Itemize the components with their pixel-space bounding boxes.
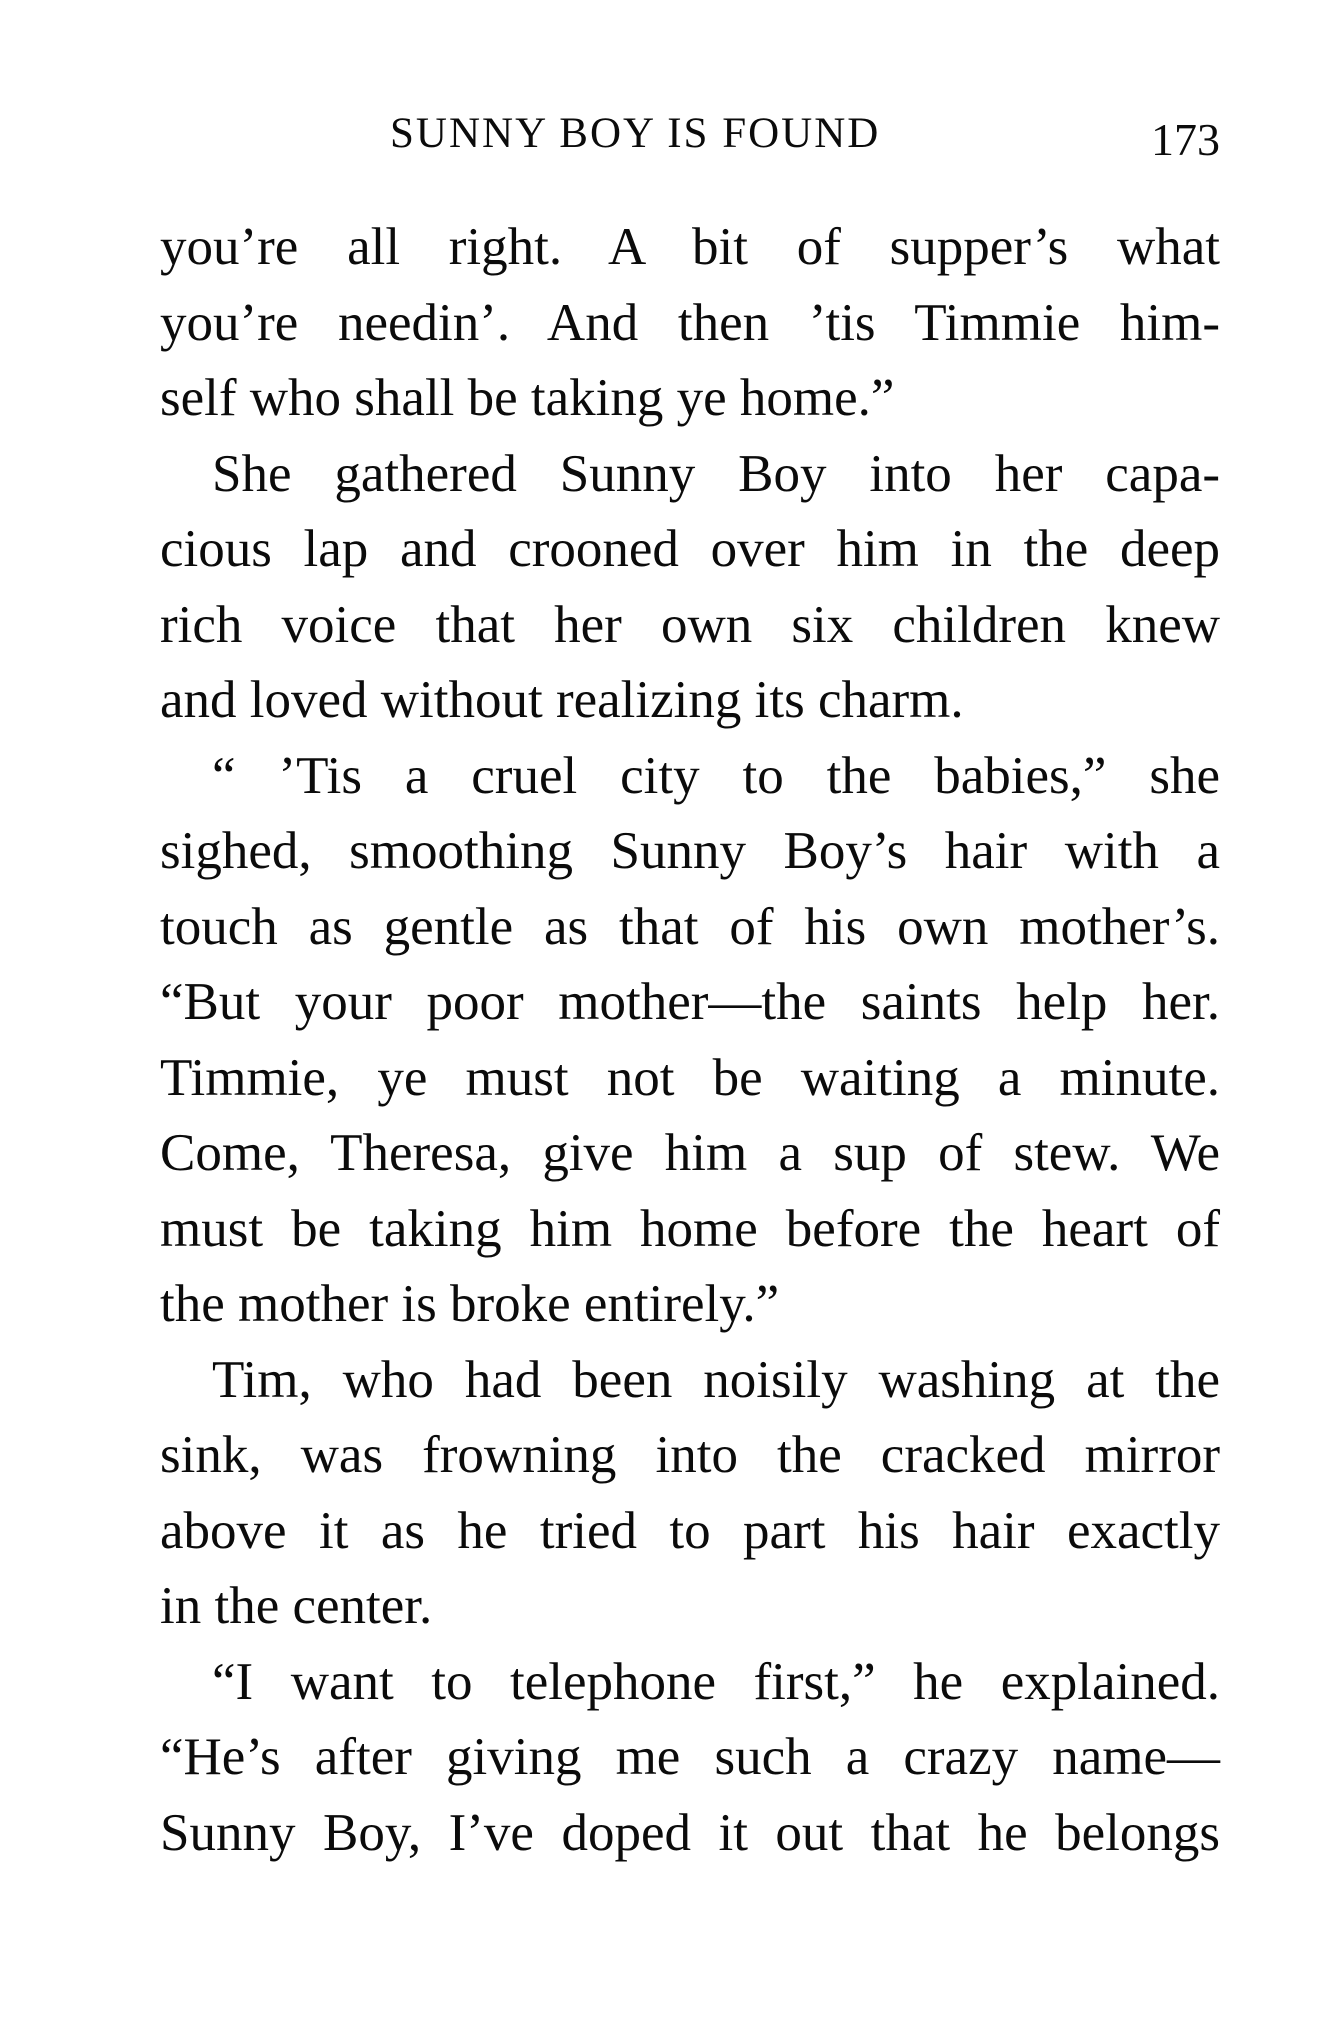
text-line: Timmie, ye must not be waiting a minute. xyxy=(160,1048,1220,1107)
text-line: the mother is broke entirely.” xyxy=(160,1275,780,1333)
text-line: self who shall be taking ye home.” xyxy=(160,369,895,427)
text-line: rich voice that her own six children knew xyxy=(160,595,1220,654)
text-line: cious lap and crooned over him in the deep xyxy=(160,520,1220,578)
text-line: “ ’Tis a cruel city to the babies,” she xyxy=(212,746,1220,805)
text-line: sink, was frowning into the cracked mirror xyxy=(160,1426,1220,1484)
text-line: She gathered Sunny Boy into her capa- xyxy=(212,444,1220,503)
text-line: Come, Theresa, give him a sup of stew. We xyxy=(160,1124,1220,1182)
text-line: above it as he tried to part his hair exactly xyxy=(160,1501,1220,1560)
text-line: and loved without realizing its charm. xyxy=(160,671,964,729)
text-line: must be taking him home before the heart of xyxy=(160,1199,1220,1258)
text-line: “I want to telephone first,” he explained. xyxy=(212,1652,1220,1711)
text-line: Sunny Boy, I’ve doped it out that he belongs xyxy=(160,1803,1220,1862)
text-line: you’re needin’. And then ’tis Timmie him- xyxy=(160,293,1220,352)
text-line: in the center. xyxy=(160,1577,433,1635)
text-line: touch as gentle as that of his own mother’s. xyxy=(160,897,1220,956)
body-text xyxy=(160,210,1220,1871)
running-head xyxy=(160,104,1220,164)
text-line: Tim, who had been noisily washing at the xyxy=(212,1350,1220,1409)
chapter-title: SUNNY BOY IS FOUND xyxy=(390,110,881,157)
text-line: sighed, smoothing Sunny Boy’s hair with a xyxy=(160,822,1220,880)
page-number: 173 xyxy=(1151,114,1220,165)
text-line: “But your poor mother—the saints help her. xyxy=(160,973,1220,1031)
text-line: “He’s after giving me such a crazy name— xyxy=(160,1728,1220,1786)
text-line: you’re all right. A bit of supper’s what xyxy=(160,218,1220,276)
